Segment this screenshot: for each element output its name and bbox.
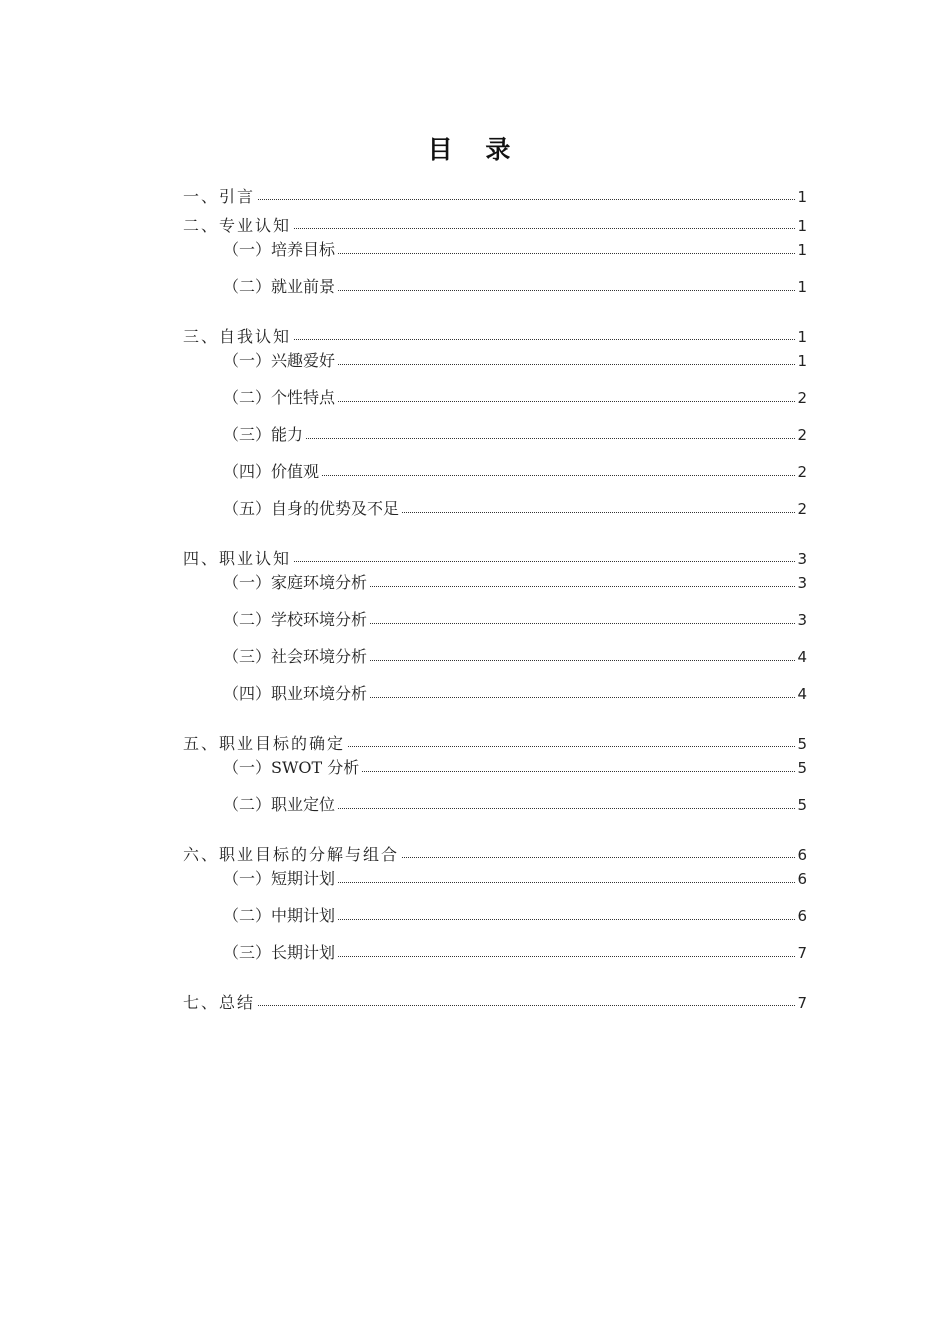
toc-section-entry[interactable] — [183, 758, 807, 795]
toc-gap — [183, 980, 807, 988]
toc-entry-label: 六、职业目标的分解与组合 — [183, 845, 400, 864]
toc-page-number: 2 — [797, 463, 807, 481]
toc-entry-label: 二、专业认知 — [183, 216, 292, 235]
toc-dot-leader — [338, 943, 795, 980]
toc-entry-label: （五）自身的优势及不足 — [223, 499, 400, 518]
toc-dot-leader — [338, 388, 795, 425]
toc-list — [183, 182, 807, 1017]
toc-entry-label: （二）个性特点 — [223, 388, 336, 407]
toc-section-entry[interactable] — [183, 647, 807, 684]
toc-entry-label: 一、引言 — [183, 187, 256, 206]
toc-gap — [183, 832, 807, 840]
toc-page-number: 6 — [797, 870, 807, 888]
toc-dot-leader — [338, 277, 795, 314]
toc-entry-label: （一）兴趣爱好 — [223, 351, 336, 370]
toc-dot-leader — [258, 182, 795, 211]
toc-gap — [183, 314, 807, 322]
toc-page-number: 2 — [797, 500, 807, 518]
toc-page-number: 1 — [797, 328, 807, 346]
toc-chapter-entry[interactable] — [183, 544, 807, 573]
toc-dot-leader — [370, 684, 795, 721]
toc-entry-label: （二）就业前景 — [223, 277, 336, 296]
toc-dot-leader — [294, 544, 795, 573]
toc-page-number: 1 — [797, 352, 807, 370]
toc-section-entry[interactable] — [183, 388, 807, 425]
toc-entry-label: （二）学校环境分析 — [223, 610, 368, 629]
toc-page-number: 6 — [797, 846, 807, 864]
toc-dot-leader — [322, 462, 795, 499]
toc-entry-label: （四）职业环境分析 — [223, 684, 368, 703]
toc-section-entry[interactable] — [183, 277, 807, 314]
toc-section-entry[interactable] — [183, 943, 807, 980]
toc-dot-leader — [402, 840, 795, 869]
toc-dot-leader — [306, 425, 795, 462]
toc-page-number: 5 — [797, 735, 807, 753]
toc-page-number: 1 — [797, 188, 807, 206]
toc-title: 目 录 — [427, 135, 523, 164]
toc-page-number: 3 — [797, 574, 807, 592]
toc-section-entry[interactable] — [183, 906, 807, 943]
toc-page-number: 7 — [797, 944, 807, 962]
toc-section-entry[interactable] — [183, 499, 807, 536]
toc-entry-label: （一）家庭环境分析 — [223, 573, 368, 592]
toc-chapter-entry[interactable] — [183, 322, 807, 351]
toc-gap — [183, 536, 807, 544]
toc-gap — [183, 721, 807, 729]
toc-dot-leader — [338, 351, 795, 388]
toc-dot-leader — [402, 499, 795, 536]
toc-page-number: 4 — [797, 648, 807, 666]
toc-chapter-entry[interactable] — [183, 182, 807, 211]
toc-dot-leader — [370, 573, 795, 610]
toc-section-entry[interactable] — [183, 351, 807, 388]
toc-entry-label: 五、职业目标的确定 — [183, 734, 346, 753]
toc-entry-label: （二）中期计划 — [223, 906, 336, 925]
toc-entry-label: （三）长期计划 — [223, 943, 336, 962]
toc-page-number: 1 — [797, 278, 807, 296]
toc-section-entry[interactable] — [183, 610, 807, 647]
toc-chapter-entry[interactable] — [183, 211, 807, 240]
toc-page-number: 7 — [797, 994, 807, 1012]
toc-dot-leader — [338, 795, 795, 832]
toc-section-entry[interactable] — [183, 462, 807, 499]
toc-entry-label: 四、职业认知 — [183, 549, 292, 568]
toc-page-number: 5 — [797, 796, 807, 814]
toc-section-entry[interactable] — [183, 795, 807, 832]
toc-chapter-entry[interactable] — [183, 988, 807, 1017]
toc-dot-leader — [348, 729, 795, 758]
toc-page-number: 6 — [797, 907, 807, 925]
toc-section-entry[interactable] — [183, 240, 807, 277]
toc-dot-leader — [370, 647, 795, 684]
toc-page-number: 3 — [797, 550, 807, 568]
toc-dot-leader — [338, 906, 795, 943]
toc-page-number: 1 — [797, 217, 807, 235]
toc-dot-leader — [258, 988, 795, 1017]
toc-dot-leader — [370, 610, 795, 647]
toc-chapter-entry[interactable] — [183, 840, 807, 869]
toc-entry-label: （一）培养目标 — [223, 240, 336, 259]
toc-dot-leader — [294, 322, 795, 351]
toc-page-number: 2 — [797, 426, 807, 444]
toc-section-entry[interactable] — [183, 869, 807, 906]
toc-entry-label: （二）职业定位 — [223, 795, 336, 814]
toc-section-entry[interactable] — [183, 573, 807, 610]
toc-dot-leader — [362, 758, 795, 795]
toc-section-entry[interactable] — [183, 425, 807, 462]
toc-entry-label: （三）能力 — [223, 425, 304, 444]
toc-page-number: 4 — [797, 685, 807, 703]
toc-dot-leader — [338, 240, 795, 277]
toc-dot-leader — [338, 869, 795, 906]
toc-dot-leader — [294, 211, 795, 240]
toc-page-number: 5 — [797, 759, 807, 777]
toc-section-entry[interactable] — [183, 684, 807, 721]
toc-entry-label: 七、总结 — [183, 993, 256, 1012]
toc-page-number: 2 — [797, 389, 807, 407]
toc-entry-label: （一）SWOT 分析 — [223, 758, 360, 777]
toc-entry-label: 三、自我认知 — [183, 327, 292, 346]
toc-entry-label: （四）价值观 — [223, 462, 320, 481]
toc-chapter-entry[interactable] — [183, 729, 807, 758]
toc-entry-label: （一）短期计划 — [223, 869, 336, 888]
toc-page-number: 3 — [797, 611, 807, 629]
toc-entry-label: （三）社会环境分析 — [223, 647, 368, 666]
toc-page-number: 1 — [797, 241, 807, 259]
